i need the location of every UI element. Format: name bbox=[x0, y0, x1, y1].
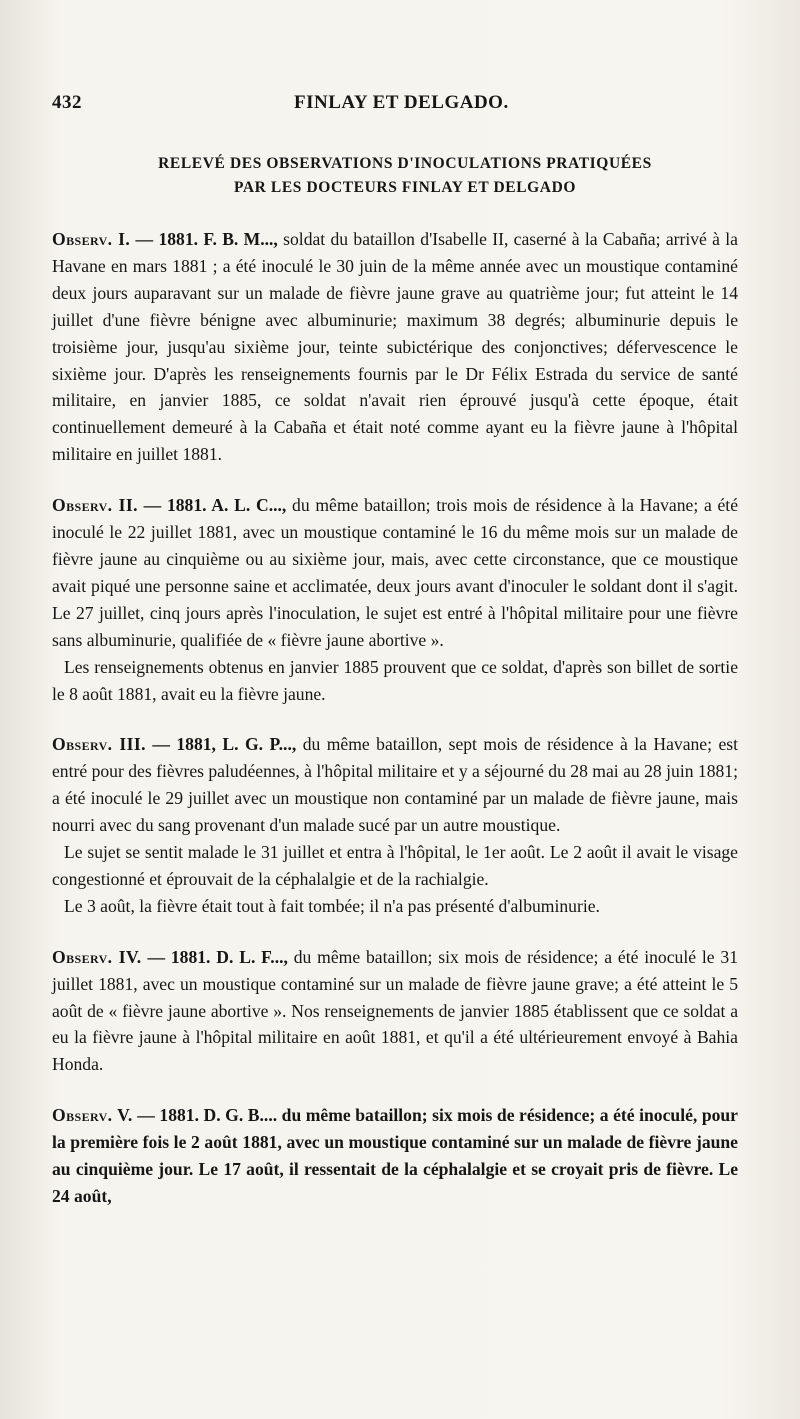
section-heading bbox=[40, 152, 770, 200]
observation-lead: — 1881. D. G. B.... bbox=[137, 1105, 278, 1126]
observation-paragraph bbox=[52, 731, 738, 839]
page-number: 432 bbox=[52, 92, 82, 113]
observation-continuation: Le 3 août, la fièvre était tout à fait tombée; il n'a pas présenté d'albuminurie. bbox=[64, 895, 600, 916]
observation-text: du même bataillon, sept mois de résidence à la Havane; est entré pour des fièvres paludéennes, à l'hôpital militaire et y a séjourné du 28 mai au 28 juin 1881; a été inoculé le 29 juillet avec un moustique non contaminé par un malade de fièvre jaune, mais nourri avec du sang provenant d'un malade sucé par un autre moustique. bbox=[52, 734, 738, 836]
observation-paragraph bbox=[52, 226, 738, 468]
observation-1 bbox=[52, 226, 738, 468]
observation-label: Observ. III. bbox=[52, 734, 146, 755]
observation-lead: — 1881, L. G. P..., bbox=[152, 734, 297, 755]
observation-paragraph bbox=[52, 1102, 738, 1210]
observation-paragraph bbox=[52, 944, 738, 1079]
observation-continuation: Le sujet se sentit malade le 31 juillet et entra à l'hôpital, le 1er août. Le 2 août il avait le visage congestionné et éprouvait de la céphalalgie et de la rachialgie. bbox=[52, 842, 738, 889]
observation-4 bbox=[52, 944, 738, 1079]
running-title: FINLAY ET DELGADO. bbox=[294, 92, 509, 113]
observation-2 bbox=[52, 492, 738, 707]
body-text bbox=[52, 226, 738, 1210]
observation-label: Observ. I. bbox=[52, 229, 131, 249]
observation-continuation: Les renseignements obtenus en janvier 1885 prouvent que ce soldat, d'après son billet de sortie le 8 août 1881, avait eu la fièvre jaune. bbox=[52, 656, 738, 704]
observation-label: Observ. V. bbox=[52, 1105, 133, 1126]
observation-lead: — 1881. D. L. F..., bbox=[147, 946, 288, 967]
observation-text: du même bataillon; six mois de résidence; a été inoculé le 31 juillet 1881, avec un moustique contaminé sur un malade de fièvre jaune grave; a été atteint le 5 août de « fièvre jaune abortive ». Nos renseignements de janvier 1885 établissent que ce soldat a eu la fièvre jaune à l'hôpital militaire en août 1881, et qu'il a été ultérieurement envoyé à Bahia Honda. bbox=[52, 946, 738, 1075]
observation-text: du même bataillon; six mois de résidence; a été inoculé, pour la première fois le 2 août 1881, avec un moustique contaminé sur un malade de fièvre jaune au cinquième jour. Le 17 août, il ressentait de la céphalalgie et se croyait pris de fièvre. Le 24 août, bbox=[52, 1105, 738, 1206]
observation-lead: — 1881. A. L. C..., bbox=[143, 495, 287, 516]
observation-text: soldat du bataillon d'Isabelle II, caserné à la Cabaña; arrivé à la Havane en mars 1881 ; a été inoculé le 30 juin de la même année avec un moustique contaminé deux jours auparavant sur un malade de fièvre jaune grave au quatrième jour; fut atteint le 14 juillet d'une fièvre bénigne avec albuminurie; maximum 38 degrés; albuminurie depuis le troisième jour, jusqu'au sixième jour, teinte subictérique des conjonctives; défervescence le sixième jour. D'après les renseignements fournis par le Dr Félix Estrada du service de santé militaire, en janvier 1885, ce soldat n'avait rien éprouvé jusqu'à cette époque, était continuellement demeuré à la Cabaña et était noté comme ayant eu la fièvre jaune à l'hôpital militaire en juillet 1881. bbox=[52, 229, 738, 465]
observation-label: Observ. IV. bbox=[52, 946, 142, 967]
observation-label: Observ. II. bbox=[52, 495, 138, 516]
observation-paragraph bbox=[52, 492, 738, 653]
observation-3 bbox=[52, 731, 738, 919]
heading-line-1: RELEVÉ DES OBSERVATIONS D'INOCULATIONS PRATIQUÉES bbox=[158, 155, 652, 172]
running-head bbox=[52, 92, 770, 116]
observation-lead: — 1881. F. B. M..., bbox=[135, 229, 278, 249]
heading-line-2: PAR LES DOCTEURS FINLAY ET DELGADO bbox=[233, 179, 577, 196]
observation-5 bbox=[52, 1102, 738, 1210]
observation-text: du même bataillon; trois mois de résidence à la Havane; a été inoculé le 22 juillet 1881, avec un moustique contaminé le 16 du même mois sur un malade de fièvre jaune au cinquième ou au sixième jour, mais, avec cette circonstance, que ce moustique avait piqué une personne saine et acclimatée, deux jours avant d'inoculer le soldant dont il s'agit. Le 27 juillet, cinq jours après l'inoculation, le sujet est entré à l'hôpital militaire pour une fièvre sans albuminurie, qualifiée de « fièvre jaune abortive ». bbox=[52, 495, 739, 650]
